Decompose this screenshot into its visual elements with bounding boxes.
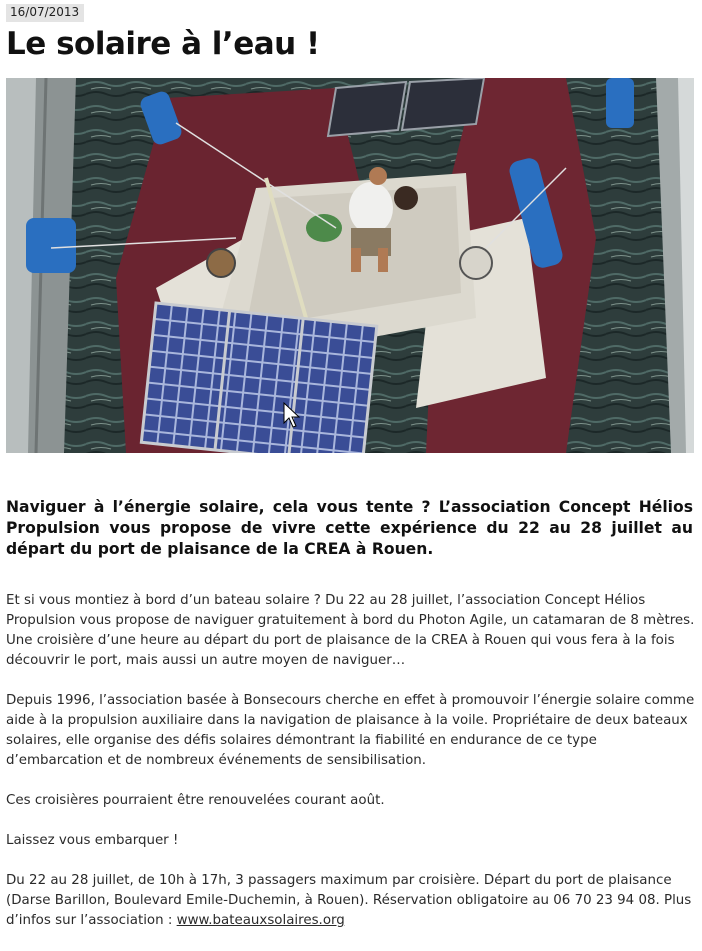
article-info-paragraph: [6, 871, 696, 931]
article-body: [6, 591, 696, 951]
article-photo: [6, 78, 694, 453]
article-title: Le solaire à l’eau !: [6, 26, 320, 62]
article-paragraph: Depuis 1996, l’association basée à Bonsecours cherche en effet à promouvoir l’énergie solaire comme aide à la propulsion auxiliaire dans la navigation de plaisance à la voile. Propriétaire de deux bateaux solaires, elle organise des défis solaires démontrant la fiabilité en endurance de ce type d’embarcation et de nombreux événements de sensibilisation.: [6, 693, 695, 768]
article-paragraph: Et si vous montiez à bord d’un bateau solaire ? Du 22 au 28 juillet, l’association Concept Hélios Propulsion vous propose de naviguer gratuitement à bord du Photon Agile, un catamaran de 8 mètres. Une croisière d’une heure au départ du port de plaisance de la CREA à Rouen qui vous fera à la fois découvrir le port, mais aussi un autre moyen de naviguer…: [6, 593, 695, 668]
article-date: 16/07/2013: [6, 4, 84, 22]
article-info-text: Du 22 au 28 juillet, de 10h à 17h, 3 passagers maximum par croisière. Départ du port de plaisance (Darse Barillon, Boulevard Emile-Duchemin, à Rouen). Réservation obligatoire au 06 70 23 94 08. Plus d’infos sur l’association :: [6, 873, 692, 928]
article-lead: Naviguer à l’énergie solaire, cela vous tente ? L’association Concept Hélios Propulsion vous propose de vivre cette expérience du 22 au 28 juillet au départ du port de plaisance de la CREA à Rouen.: [6, 498, 693, 558]
association-website-link[interactable]: www.bateauxsolaires.org: [176, 913, 345, 928]
article-paragraph: Laissez vous embarquer !: [6, 833, 179, 848]
article-paragraph: Ces croisières pourraient être renouvelées courant août.: [6, 793, 385, 808]
